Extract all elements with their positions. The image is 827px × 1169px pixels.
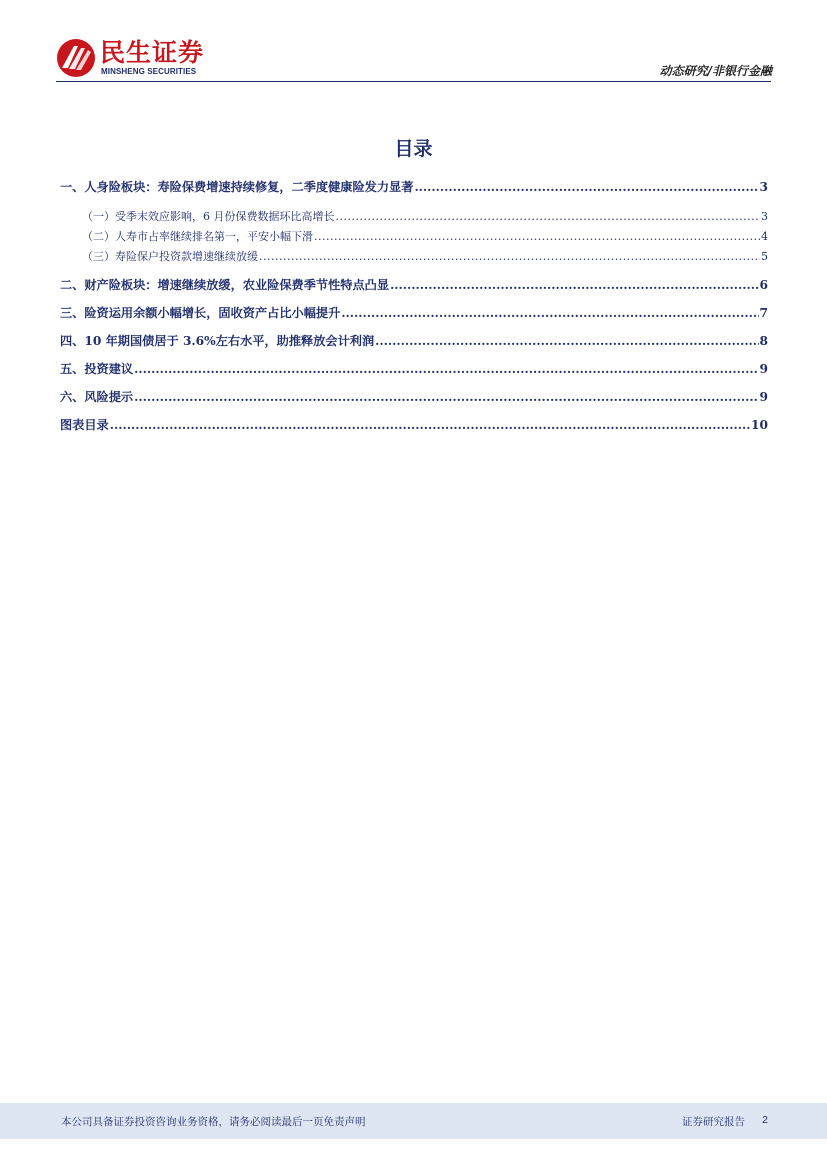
toc-leader-dots	[134, 362, 758, 376]
toc-leader-dots	[390, 278, 758, 292]
page-header	[56, 38, 772, 82]
toc-entry-page: 10	[751, 418, 768, 432]
toc-leader-dots	[414, 180, 758, 194]
toc-entry-page: 7	[759, 306, 768, 320]
toc-entry-page: 6	[759, 278, 768, 292]
toc-leader-dots	[134, 390, 758, 404]
toc-entry-label: 一、人身险板块：寿险保费增速持续修复，二季度健康险发力显著	[60, 180, 414, 194]
page-footer	[0, 1103, 827, 1139]
toc-entry[interactable]	[60, 360, 768, 377]
footer-page-number: 2	[762, 1114, 768, 1126]
toc-entry[interactable]	[82, 248, 768, 264]
toc-entry[interactable]	[60, 178, 768, 195]
logo-text-cn: 民生证券	[100, 38, 205, 67]
toc-entry-page: 5	[761, 250, 768, 263]
toc-leader-dots	[110, 418, 750, 432]
toc-entry[interactable]	[60, 304, 768, 321]
toc-entry-label: （一）受季末效应影响，6 月份保费数据环比高增长	[82, 210, 335, 223]
toc-entry[interactable]	[60, 388, 768, 405]
report-type-label: 动态研究/非银行金融	[659, 64, 772, 78]
toc-entry-label: 三、险资运用余额小幅增长，固收资产占比小幅提升	[60, 306, 341, 320]
toc-entry-label: （三）寿险保户投资款增速继续放缓	[82, 250, 258, 263]
toc-entry[interactable]	[82, 208, 768, 224]
toc-entry-page: 4	[761, 230, 768, 243]
logo-text-en: MINSHENG SECURITIES	[101, 67, 197, 76]
toc-entry[interactable]	[60, 332, 768, 349]
minsheng-logo-icon	[56, 38, 96, 78]
toc-leader-dots	[259, 250, 760, 263]
toc-title: 目录	[394, 138, 433, 160]
footer-disclaimer: 本公司具备证券投资咨询业务资格，请务必阅读最后一页免责声明	[61, 1116, 366, 1128]
toc-entry[interactable]	[60, 416, 768, 433]
toc-entry-page: 3	[761, 210, 768, 223]
toc-entry-page: 9	[759, 362, 768, 376]
toc-leader-dots	[375, 334, 758, 348]
toc-entry-label: 五、投资建议	[60, 362, 134, 376]
toc-entry-label: 图表目录	[60, 418, 109, 432]
header-divider	[56, 81, 771, 82]
toc-entry-label: 四、10 年期国债居于 3.6%左右水平，助推释放会计利润	[60, 334, 375, 348]
toc-leader-dots	[314, 230, 760, 243]
toc-entry[interactable]	[60, 276, 768, 293]
toc-entry[interactable]	[82, 228, 768, 244]
footer-doc-type: 证券研究报告	[682, 1116, 745, 1128]
toc-entry-label: （二）人寿市占率继续排名第一，平安小幅下滑	[82, 230, 313, 243]
toc-leader-dots	[341, 306, 758, 320]
toc-leader-dots	[336, 210, 761, 223]
toc-entry-label: 六、风险提示	[60, 390, 134, 404]
toc-entry-page: 8	[759, 334, 768, 348]
toc-entry-page: 3	[759, 180, 768, 194]
toc-entry-label: 二、财产险板块：增速继续放缓，农业险保费季节性特点凸显	[60, 278, 390, 292]
toc-entry-page: 9	[759, 390, 768, 404]
